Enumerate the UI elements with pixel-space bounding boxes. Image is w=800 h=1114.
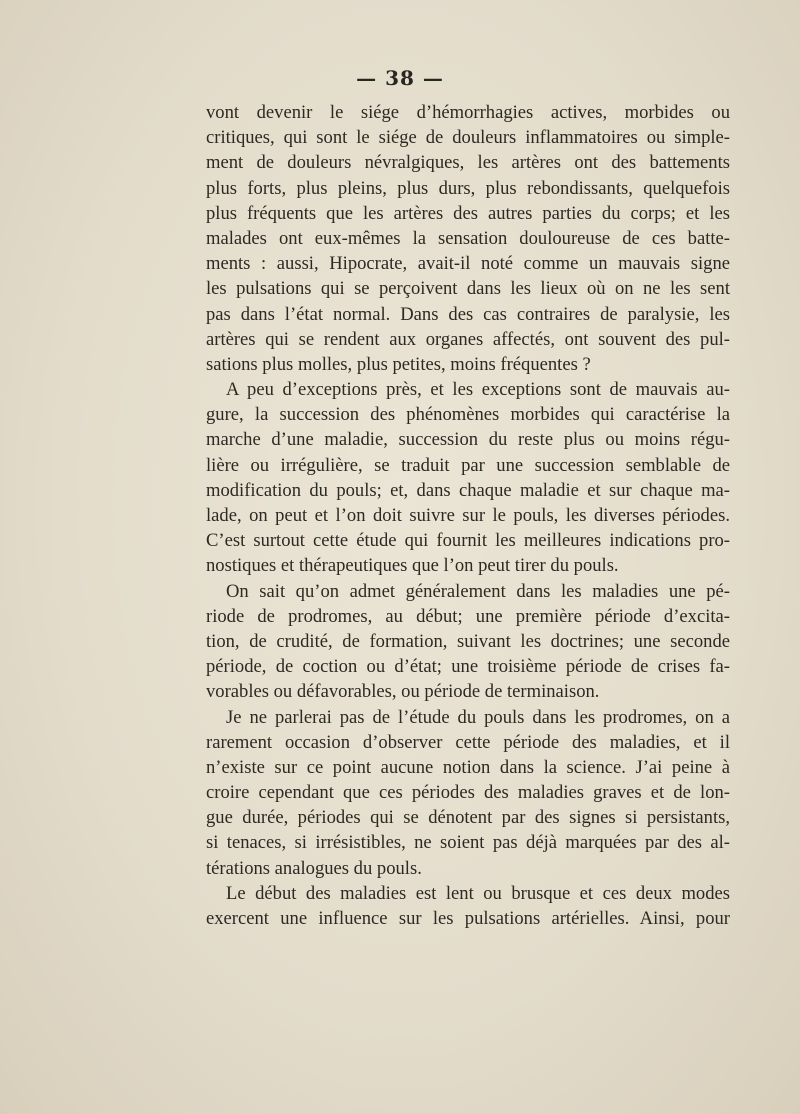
text-line: ments : aussi, Hipocrate, avait-il noté comme un mauvais signe [206, 253, 730, 275]
text-line: plus fréquents que les artères des autres parties du corps; et les [206, 202, 730, 224]
text-line: ment de douleurs névralgiques, les artères ont des battements [206, 152, 730, 174]
text-line: période, de coction ou d’état; une troisième période de crises fa- [206, 656, 730, 678]
page-number: — 38 — [356, 66, 444, 90]
paragraph-4 [206, 705, 730, 881]
text-line: n’existe sur ce point aucune notion dans la science. J’ai peine à [206, 756, 730, 778]
paragraph-3 [206, 579, 730, 705]
text-line: Le début des maladies est lent ou brusque et ces deux modes [226, 882, 730, 904]
text-line: critiques, qui sont le siége de douleurs inflammatoires ou simple- [206, 127, 730, 149]
text-line: si tenaces, si irrésistibles, ne soient pas déjà marquées par des al- [206, 832, 730, 854]
text-line: C’est surtout cette étude qui fournit les meilleures indications pro- [206, 530, 730, 552]
paragraph-5 [206, 881, 730, 931]
text-line: modification du pouls; et, dans chaque maladie et sur chaque ma- [206, 479, 730, 501]
text-line: marche d’une maladie, succession du reste plus ou moins régu- [206, 429, 730, 451]
text-line: vorables ou défavorables, ou période de terminaison. [206, 681, 600, 703]
text-line: gue durée, périodes qui se dénotent par des signes si persistants, [206, 807, 730, 829]
text-line: croire cependant que ces périodes des maladies graves et de lon- [206, 782, 730, 804]
body-text [206, 100, 730, 931]
text-line: riode de prodromes, au début; une première période d’excita- [206, 605, 730, 627]
text-line: les pulsations qui se perçoivent dans les lieux où on ne les sent [206, 278, 730, 300]
text-line: tion, de crudité, de formation, suivant les doctrines; une seconde [206, 630, 730, 652]
text-line: plus forts, plus pleins, plus durs, plus rebondissants, quelquefois [206, 177, 730, 199]
text-line: nostiques et thérapeutiques que l’on peut tirer du pouls. [206, 555, 619, 577]
paragraph-1 [206, 100, 730, 377]
text-line: malades ont eux-mêmes la sensation douloureuse de ces batte- [206, 227, 730, 249]
text-line: rarement occasion d’observer cette période des maladies, et il [206, 731, 730, 753]
text-line: sations plus molles, plus petites, moins fréquentes ? [206, 353, 591, 375]
text-line: pas dans l’état normal. Dans des cas contraires de paralysie, les [206, 303, 730, 325]
text-line: Je ne parlerai pas de l’étude du pouls dans les prodromes, on a [226, 706, 730, 728]
text-line: exercent une influence sur les pulsations artérielles. Ainsi, pour [206, 908, 730, 929]
text-line: A peu d’exceptions près, et les exceptions sont de mauvais au- [226, 379, 730, 401]
paragraph-2 [206, 377, 730, 579]
text-line: lière ou irrégulière, se traduit par une succession semblable de [206, 454, 730, 476]
text-line: térations analogues du pouls. [206, 857, 422, 879]
text-line: lade, on peut et l’on doit suivre sur le pouls, les diverses périodes. [206, 505, 730, 526]
text-line: artères qui se rendent aux organes affectés, ont souvent des pul- [206, 328, 730, 350]
text-line: vont devenir le siége d’hémorrhagies actives, morbides ou [206, 102, 730, 123]
text-line: On sait qu’on admet généralement dans les maladies une pé- [226, 580, 730, 602]
text-line: gure, la succession des phénomènes morbides qui caractérise la [206, 404, 730, 426]
